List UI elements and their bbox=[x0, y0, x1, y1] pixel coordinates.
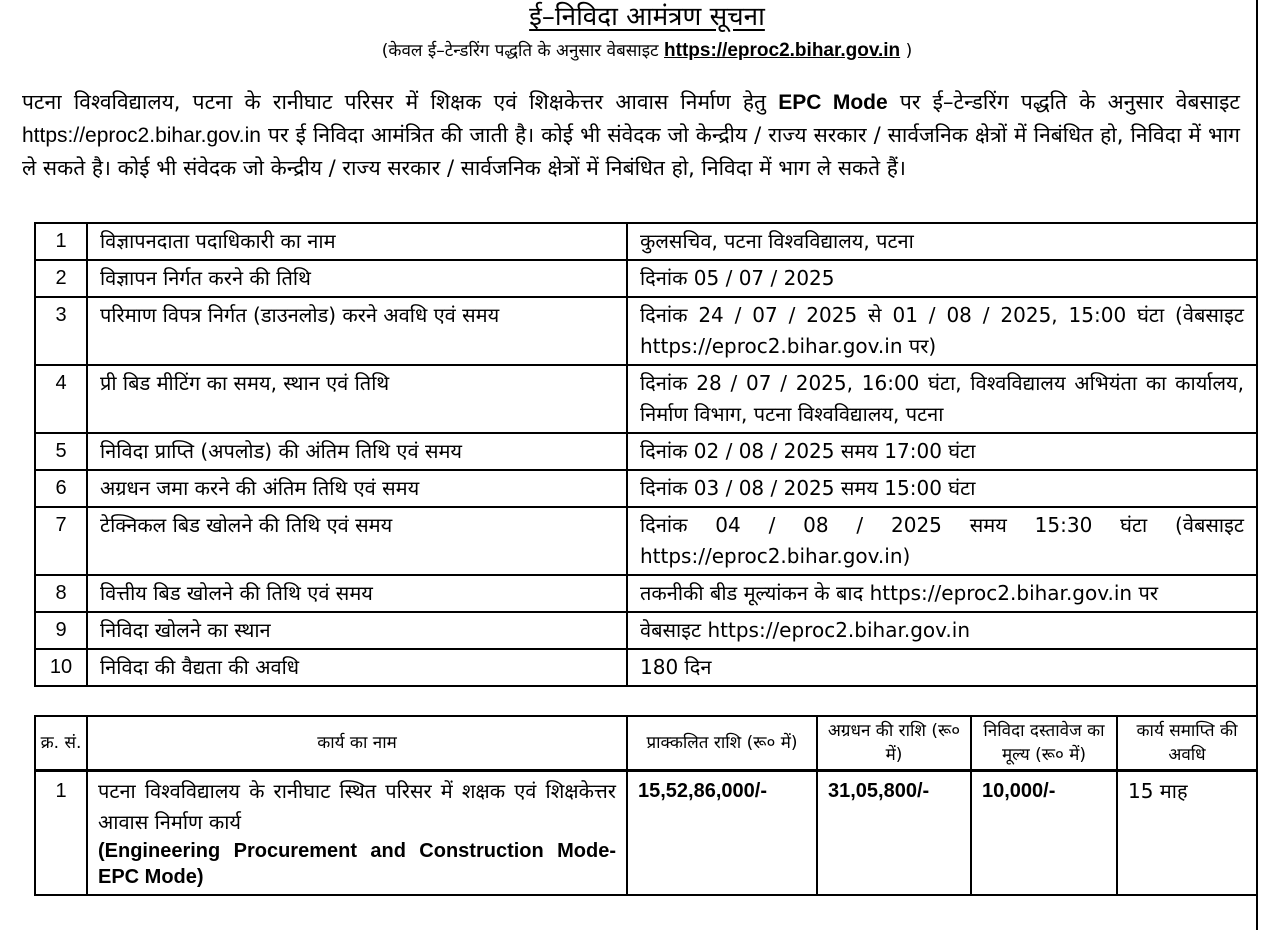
header-work-name: कार्य का नाम bbox=[87, 716, 627, 771]
work-details-table bbox=[34, 715, 1258, 896]
info-row-number: 1 bbox=[35, 223, 87, 260]
info-row bbox=[35, 649, 1257, 686]
intro-part2: पर ई–टेन्डरिंग पद्धति के अनुसार वेबसाइट bbox=[899, 90, 1240, 114]
info-row-value: दिनांक 24 / 07 / 2025 से 01 / 08 / 2025, 15:00 घंटा (वेबसाइट https://eproc2.bihar.gov.in पर) bbox=[627, 297, 1257, 365]
info-row bbox=[35, 260, 1257, 297]
info-row-number: 7 bbox=[35, 507, 87, 575]
subtitle-prefix: (केवल ई–टेन्डरिंग पद्धति के अनुसार वेबसाइट bbox=[381, 41, 659, 61]
info-row-number: 6 bbox=[35, 470, 87, 507]
work-name-cell bbox=[87, 771, 627, 896]
subtitle-url-link[interactable]: https://eproc2.bihar.gov.in bbox=[664, 40, 901, 61]
info-row-value: दिनांक 03 / 08 / 2025 समय 15:00 घंटा bbox=[627, 470, 1257, 507]
info-row-value: 180 दिन bbox=[627, 649, 1257, 686]
info-row-value: दिनांक 02 / 08 / 2025 समय 17:00 घंटा bbox=[627, 433, 1257, 470]
work-name-english: (Engineering Procurement and Construction Mode-EPC Mode) bbox=[98, 840, 616, 888]
info-row-label: प्री बिड मीटिंग का समय, स्थान एवं तिथि bbox=[87, 365, 627, 433]
intro-mode: EPC Mode bbox=[778, 91, 888, 114]
info-row bbox=[35, 297, 1257, 365]
header-sno: क्र. सं. bbox=[35, 716, 87, 771]
info-row-label: वित्तीय बिड खोलने की तिथि एवं समय bbox=[87, 575, 627, 612]
info-row-label: निविदा खोलने का स्थान bbox=[87, 612, 627, 649]
info-row-label: विज्ञापन निर्गत करने की तिथि bbox=[87, 260, 627, 297]
info-row-number: 9 bbox=[35, 612, 87, 649]
info-row-value: तकनीकी बीड मूल्यांकन के बाद https://eproc2.bihar.gov.in पर bbox=[627, 575, 1257, 612]
info-row bbox=[35, 223, 1257, 260]
work-table-header-row bbox=[35, 716, 1257, 771]
info-row-label: टेक्निकल बिड खोलने की तिथि एवं समय bbox=[87, 507, 627, 575]
info-row-number: 5 bbox=[35, 433, 87, 470]
info-row-number: 8 bbox=[35, 575, 87, 612]
info-row bbox=[35, 365, 1257, 433]
info-row bbox=[35, 612, 1257, 649]
header-document-cost: निविदा दस्तावेज का मूल्य (रू० में) bbox=[971, 716, 1117, 771]
work-name-hindi: पटना विश्वविद्यालय के रानीघाट स्थित परिसर में शक्षक एवं शिक्षकेत्तर आवास निर्माण कार्य bbox=[98, 779, 616, 834]
info-row-label: निविदा प्राप्ति (अपलोड) की अंतिम तिथि एवं समय bbox=[87, 433, 627, 470]
work-completion-period: 15 माह bbox=[1117, 771, 1257, 896]
work-estimated-cost: 15,52,86,000/- bbox=[627, 771, 817, 896]
info-row bbox=[35, 575, 1257, 612]
info-row-label: परिमाण विपत्र निर्गत (डाउनलोड) करने अवधि एवं समय bbox=[87, 297, 627, 365]
notice-title: ई–निविदा आमंत्रण सूचना bbox=[529, 2, 765, 32]
header-earnest-money: अग्रधन की राशि (रू० में) bbox=[817, 716, 971, 771]
work-earnest-money: 31,05,800/- bbox=[817, 771, 971, 896]
header-estimated-cost: प्राक्कलित राशि (रू० में) bbox=[627, 716, 817, 771]
info-row bbox=[35, 433, 1257, 470]
info-row bbox=[35, 507, 1257, 575]
notice-subtitle bbox=[0, 38, 1264, 64]
info-row-value: दिनांक 05 / 07 / 2025 bbox=[627, 260, 1257, 297]
work-sno: 1 bbox=[35, 771, 87, 896]
info-row-label: अग्रधन जमा करने की अंतिम तिथि एवं समय bbox=[87, 470, 627, 507]
info-row-label: निविदा की वैद्यता की अवधि bbox=[87, 649, 627, 686]
info-row-label: विज्ञापनदाता पदाधिकारी का नाम bbox=[87, 223, 627, 260]
info-row-number: 3 bbox=[35, 297, 87, 365]
info-row-value: वेबसाइट https://eproc2.bihar.gov.in bbox=[627, 612, 1257, 649]
intro-paragraph bbox=[22, 86, 1240, 184]
info-row-number: 2 bbox=[35, 260, 87, 297]
intro-url-link[interactable]: https://eproc2.bihar.gov.in bbox=[22, 124, 261, 147]
info-row-number: 4 bbox=[35, 365, 87, 433]
info-row-value: दिनांक 28 / 07 / 2025, 16:00 घंटा, विश्वविद्यालय अभियंता का कार्यालय, निर्माण विभाग, पटना विश्वविद्यालय, पटना bbox=[627, 365, 1257, 433]
info-row-value: दिनांक 04 / 08 / 2025 समय 15:30 घंटा (वेबसाइट https://eproc2.bihar.gov.in) bbox=[627, 507, 1257, 575]
info-row-number: 10 bbox=[35, 649, 87, 686]
subtitle-suffix: ) bbox=[905, 41, 913, 61]
intro-part1: पटना विश्वविद्यालय, पटना के रानीघाट परिसर में शिक्षक एवं शिक्षकेत्तर आवास निर्माण हेतु bbox=[22, 90, 767, 114]
info-row bbox=[35, 470, 1257, 507]
work-table-row bbox=[35, 771, 1257, 896]
header-completion-period: कार्य समाप्ति की अवधि bbox=[1117, 716, 1257, 771]
intro-part3: पर ई निविदा आमंत्रित की जाती है। कोई भी संवेदक जो केन्द्रीय / राज्य सरकार / सार्वजनिक क्षेत्रों में निबंधित हो, निविदा में भाग ले सकते है। कोई भी संवेदक जो केन्द्रीय / राज्य सरकार / सार्वजनिक क्षेत्रों में निबंधित हो, निविदा में भाग ले सकते हैं। bbox=[22, 123, 1240, 180]
work-document-cost: 10,000/- bbox=[971, 771, 1117, 896]
info-row-value: कुलसचिव, पटना विश्वविद्यालय, पटना bbox=[627, 223, 1257, 260]
tender-info-table bbox=[34, 222, 1258, 687]
